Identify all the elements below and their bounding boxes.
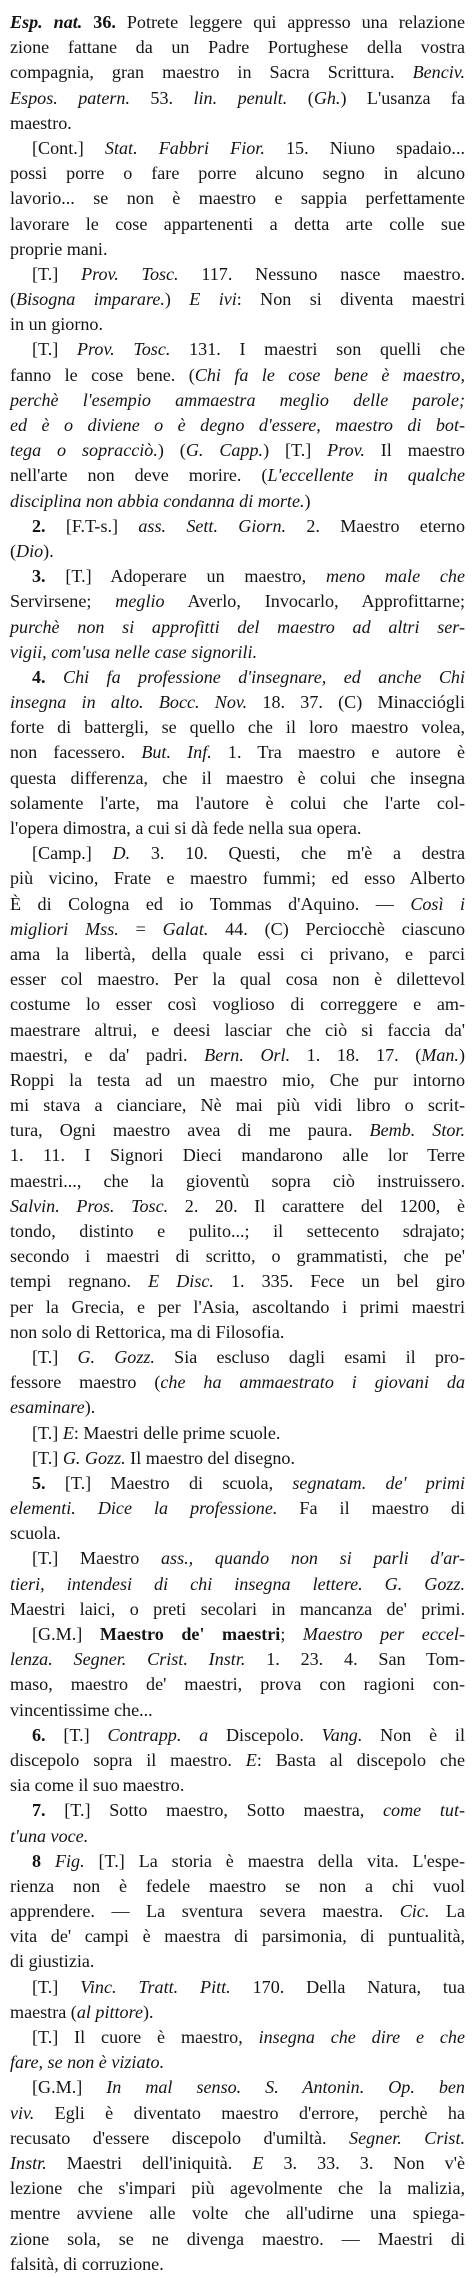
text-run: più vicino, Frate e maestro fummi; ed esso Alberto bbox=[10, 868, 465, 889]
text-run: ( bbox=[10, 540, 17, 561]
text-run: Bern. Orl. bbox=[204, 1044, 291, 1065]
text-line bbox=[10, 237, 465, 262]
text-run: apprendere. — La sventura severa maestra. bbox=[10, 1901, 400, 1922]
text-line bbox=[10, 489, 465, 514]
text-run: falsità, di corruzione. bbox=[10, 2253, 164, 2274]
text-run: al pittore bbox=[76, 2001, 143, 2022]
text-run: : Basta al discepolo che bbox=[256, 1749, 465, 1770]
text-run: Il maestro del disegno. bbox=[125, 1447, 295, 1468]
text-run: È di Cologna ed io Tommas d'Aquino. — bbox=[10, 893, 411, 914]
text-line bbox=[10, 1269, 465, 1294]
text-run: : Maestri delle prime scuole. bbox=[73, 1422, 281, 1443]
text-line bbox=[10, 136, 465, 161]
text-line bbox=[10, 690, 465, 715]
text-run: vincentissime che... bbox=[10, 1699, 153, 1720]
text-run: Man. bbox=[421, 1044, 459, 1065]
text-run: 36. bbox=[82, 12, 127, 32]
text-run: 7. bbox=[32, 1800, 46, 1821]
text-run: Espos. patern. bbox=[10, 87, 130, 108]
text-run: ) bbox=[164, 289, 190, 310]
text-line bbox=[10, 1169, 465, 1194]
text-line bbox=[10, 967, 465, 992]
text-run: Stat. Fabbri Fior. bbox=[104, 137, 265, 158]
text-run: E bbox=[252, 2152, 264, 2173]
text-run: Salvin. Pros. Tosc. bbox=[10, 1195, 169, 1216]
text-line bbox=[10, 388, 465, 413]
text-line bbox=[10, 1597, 465, 1622]
text-line bbox=[10, 992, 465, 1017]
text-run: per la Grecia, e per l'Asia, ascoltando i primi maestri bbox=[10, 1296, 465, 1317]
text-line bbox=[10, 665, 465, 690]
text-line bbox=[10, 413, 465, 438]
text-run: segnatam. de' primi bbox=[292, 1472, 465, 1493]
text-run: tega o sopracciò. bbox=[10, 440, 158, 461]
text-run: Bocc. Nov. bbox=[158, 692, 248, 713]
text-run: scuola. bbox=[10, 1523, 61, 1544]
text-run bbox=[144, 692, 159, 712]
text-line bbox=[10, 715, 465, 740]
text-line bbox=[10, 1370, 465, 1395]
text-run: 6. bbox=[32, 1724, 46, 1745]
text-run: : Non si diventa maestri bbox=[236, 289, 465, 310]
text-run: insegna che dire e che bbox=[258, 2027, 465, 2047]
text-run: maestri..., che la gioventù sopra ciò instruissero. bbox=[10, 1170, 465, 1191]
text-run: G. Capp. bbox=[185, 440, 264, 461]
text-run: 1. Tra maestro e autore è bbox=[211, 742, 466, 763]
text-run: 53. bbox=[129, 87, 194, 108]
text-line bbox=[10, 1647, 465, 1672]
text-run: [T.] La storia è maestra della vita. L'espe- bbox=[84, 1850, 465, 1871]
text-run: ( bbox=[287, 87, 314, 108]
text-run: E bbox=[245, 1749, 257, 1770]
text-run: t'una voce. bbox=[10, 1825, 89, 1846]
text-line bbox=[10, 2050, 465, 2075]
text-run: ). bbox=[84, 1397, 96, 1418]
text-line bbox=[10, 1899, 465, 1924]
text-line bbox=[10, 2252, 465, 2277]
text-run: Fig. bbox=[54, 1850, 85, 1871]
text-line bbox=[10, 539, 465, 564]
text-run: mentre avviene alle volte che all'udirne una spiega- bbox=[10, 2203, 465, 2224]
text-run: ) [T.] bbox=[263, 440, 328, 461]
text-run: maestrare altrui, e deesi lasciar che ciò si faccia da' bbox=[10, 1019, 465, 1040]
text-line bbox=[10, 1244, 465, 1269]
text-run: [T.] Adoperare un maestro, bbox=[45, 566, 326, 587]
text-line bbox=[10, 1421, 465, 1446]
text-line bbox=[10, 2151, 465, 2176]
text-line bbox=[10, 892, 465, 917]
text-run: 3. 10. Questi, che m'è a destra bbox=[130, 843, 465, 864]
text-run: Chi fa le cose bene è maestro, bbox=[194, 364, 466, 385]
text-run: solamente l'arte, ma l'autore è colui che l'arte col- bbox=[10, 792, 465, 813]
text-run: [T.] Maestro bbox=[32, 1548, 161, 1569]
text-line bbox=[10, 86, 465, 111]
text-line bbox=[10, 2201, 465, 2226]
text-line bbox=[10, 1698, 465, 1723]
text-run: ) bbox=[304, 490, 311, 511]
text-run: maestra ( bbox=[10, 2001, 77, 2022]
text-line bbox=[10, 917, 465, 942]
text-line bbox=[10, 866, 465, 891]
text-line bbox=[10, 1043, 465, 1068]
text-run: Servirsene; bbox=[10, 591, 116, 612]
text-run: Prov. Tosc. bbox=[81, 263, 179, 284]
text-run: fanno le cose bene. ( bbox=[10, 364, 195, 385]
text-line bbox=[10, 816, 465, 841]
text-run: in un giorno. bbox=[10, 314, 103, 335]
text-run: 5. bbox=[32, 1472, 46, 1493]
text-run: fessore maestro ( bbox=[10, 1372, 161, 1393]
text-run: Sia escluso dagli esami il pro- bbox=[154, 1346, 466, 1367]
text-run: mi stava a cianciare, Nè mai più vidi libro o scrit- bbox=[10, 1095, 465, 1116]
text-line bbox=[10, 2227, 465, 2252]
text-run: esser col maestro. Per la qual cosa non è dilettevol bbox=[10, 969, 465, 990]
text-run: [F.T-s.] bbox=[45, 515, 139, 536]
text-run: ass. Sett. Giorn. bbox=[138, 515, 287, 536]
text-run: Prov. bbox=[327, 440, 365, 461]
text-run: [T.] bbox=[32, 339, 77, 360]
text-line bbox=[10, 1320, 465, 1345]
text-run: [G.M.] bbox=[32, 1624, 100, 1644]
text-line bbox=[10, 1949, 465, 1974]
text-run: 170. Della Natura, tua bbox=[230, 1976, 466, 1997]
text-run: 3. bbox=[32, 566, 46, 587]
text-run: Fa il maestro di bbox=[277, 1498, 466, 1519]
text-line bbox=[10, 1496, 465, 1521]
text-run: [G.M.] bbox=[32, 2077, 107, 2098]
text-run: viv. bbox=[10, 2102, 35, 2123]
text-run: [T.] Maestro di scuola, bbox=[45, 1472, 293, 1493]
text-run: But. Inf. bbox=[141, 742, 212, 763]
text-run: ). bbox=[43, 540, 54, 561]
text-run: Benciv. bbox=[412, 62, 465, 83]
text-run: 8 bbox=[32, 1850, 42, 1871]
text-line bbox=[10, 1395, 465, 1420]
text-line bbox=[10, 2025, 465, 2050]
text-run: tondo, distinto e pulito...; il settecento sdrajato; bbox=[10, 1221, 465, 1241]
text-run: che ha ammaestrato i giovani da bbox=[160, 1372, 466, 1393]
text-line bbox=[10, 740, 465, 765]
text-run: ). bbox=[143, 2001, 154, 2022]
text-run: E bbox=[62, 1422, 74, 1443]
text-run: [T.] bbox=[45, 1724, 108, 1745]
text-line bbox=[10, 1572, 465, 1597]
text-run: [T.] Il cuore è maestro, bbox=[32, 2027, 259, 2047]
text-run: D. bbox=[112, 843, 131, 864]
text-run: ; bbox=[280, 1624, 303, 1644]
text-run: Dio bbox=[16, 540, 44, 561]
text-line bbox=[10, 1748, 465, 1773]
text-run: vigii, com'usa nelle case signorili. bbox=[10, 641, 258, 662]
text-run: [T.] bbox=[32, 1976, 81, 1997]
text-run: Potrete leggere qui appresso una relazione bbox=[126, 12, 465, 32]
text-run: Vang. bbox=[321, 1724, 363, 1745]
text-run: Galat. bbox=[162, 918, 209, 939]
text-run: 2. bbox=[32, 515, 46, 536]
text-line bbox=[10, 186, 465, 211]
text-run: E ivi bbox=[189, 289, 237, 310]
text-line bbox=[10, 615, 465, 640]
text-run: Averlo, Invocarlo, Approfittarne; bbox=[164, 591, 465, 612]
text-line bbox=[10, 111, 465, 136]
text-line bbox=[10, 1194, 465, 1219]
text-line bbox=[10, 1345, 465, 1370]
text-run: maso, maestro de' maestri, prova con ragioni con- bbox=[10, 1674, 465, 1695]
text-line bbox=[10, 2126, 465, 2151]
text-run: vita de' campi è maestra di parsimonia, di puntualità, bbox=[10, 1926, 465, 1947]
text-run: Maestri laici, o preti secolari in mancanza de' primi. bbox=[10, 1598, 465, 1619]
text-run: Gh. bbox=[313, 87, 341, 108]
text-run: G. Gozz. bbox=[77, 1346, 155, 1367]
text-line bbox=[10, 212, 465, 237]
text-line bbox=[10, 1521, 465, 1546]
text-run: lenza. Segner. Crist. Instr. bbox=[10, 1649, 246, 1670]
text-run: Prov. Tosc. bbox=[76, 339, 171, 360]
text-line bbox=[10, 312, 465, 337]
text-run: G. Gozz. bbox=[62, 1447, 126, 1468]
text-run: lavorio... se non è maestro e sappia perfettamente bbox=[10, 188, 465, 209]
text-run: 18. 37. (C) Minacciógli bbox=[247, 692, 465, 713]
text-run: [Cont.] bbox=[32, 137, 105, 158]
text-run: come tut- bbox=[383, 1800, 465, 1821]
text-run: Maestro per eccel- bbox=[302, 1624, 465, 1644]
text-line bbox=[10, 2176, 465, 2201]
text-run: 131. I maestri son quelli che bbox=[170, 339, 465, 360]
text-line bbox=[10, 1446, 465, 1471]
text-line bbox=[10, 1622, 465, 1647]
text-run: elementi. Dice la professione. bbox=[10, 1498, 278, 1519]
text-line bbox=[10, 1546, 465, 1571]
text-run: Contrapp. a bbox=[107, 1724, 209, 1745]
text-run: 4. bbox=[32, 666, 46, 687]
text-run: [T.] bbox=[32, 263, 82, 284]
text-line bbox=[10, 2000, 465, 2025]
text-run: 1. 335. Fece un bel giro bbox=[213, 1271, 465, 1292]
text-run: ass., quando non si parli d'ar- bbox=[160, 1548, 465, 1569]
text-run: 3. 33. 3. Non v'è bbox=[263, 2152, 465, 2173]
text-run: proprie mani. bbox=[10, 238, 108, 259]
text-run: di giustizia. bbox=[10, 1951, 95, 1972]
text-run: [T.] Sotto maestro, Sotto maestra, bbox=[45, 1800, 383, 1821]
text-line bbox=[10, 363, 465, 388]
text-run: Bisogna imparare. bbox=[16, 289, 165, 310]
text-run: discepolo sopra il maestro. bbox=[10, 1749, 246, 1770]
text-line bbox=[10, 589, 465, 614]
text-run: lavorare le cose appartenenti a detta arte colle sue bbox=[10, 213, 465, 234]
text-run: 44. (C) Perciocchè ciascuno bbox=[208, 918, 465, 939]
text-line bbox=[10, 262, 465, 287]
text-run: In mal senso. S. Antonin. Op. ben bbox=[106, 2077, 465, 2098]
text-line bbox=[10, 1874, 465, 1899]
text-run: questa differenza, che il maestro è colui che insegna bbox=[10, 767, 465, 788]
text-run: Maestro de' maestri bbox=[99, 1624, 281, 1644]
text-run: purchè non si approfitti del maestro ad altri ser- bbox=[10, 616, 465, 637]
text-run: Segner. Crist. bbox=[349, 2127, 465, 2148]
text-run: non facessero. bbox=[10, 742, 142, 763]
text-run: Maestri dell'iniquità. bbox=[46, 2152, 253, 2173]
text-run: 15. Niuno spadaio... bbox=[264, 137, 465, 158]
text-run: meno male che bbox=[325, 566, 465, 587]
text-line bbox=[10, 1924, 465, 1949]
text-run: esaminare bbox=[10, 1397, 85, 1418]
text-line bbox=[10, 841, 465, 866]
text-run: nell'arte non deve morire. ( bbox=[10, 465, 268, 486]
text-run: zione sola, se ne divenga maestro. — Maestri di bbox=[10, 2228, 465, 2249]
text-line bbox=[10, 514, 465, 539]
text-line bbox=[10, 1295, 465, 1320]
text-run: Il maestro bbox=[364, 440, 465, 461]
text-run: [T.] bbox=[32, 1422, 63, 1443]
text-run: maestri, e da' padri. bbox=[10, 1044, 205, 1065]
text-run: L'eccellente in qualche bbox=[267, 465, 465, 486]
text-run: maestro. bbox=[10, 112, 72, 133]
text-run: ed è o diviene o è degno d'essere, maestro di bot- bbox=[10, 415, 465, 435]
text-run: Egli è diventato maestro d'errore, perchè ha bbox=[34, 2102, 465, 2123]
text-line bbox=[10, 1798, 465, 1823]
text-run: insegna in alto. bbox=[10, 692, 144, 713]
text-run: l'opera dimostra, a cui si dà fede nella sua opera. bbox=[10, 818, 362, 838]
text-run: tieri, intendesi di chi insegna lettere. G. Gozz. bbox=[10, 1573, 465, 1594]
text-run: possi porre o fare porre alcuno segno in alcuno bbox=[10, 163, 465, 184]
text-run: E Disc. bbox=[148, 1271, 214, 1292]
text-run bbox=[41, 1851, 55, 1871]
text-line bbox=[10, 287, 465, 312]
text-line bbox=[10, 1018, 465, 1043]
text-line bbox=[10, 438, 465, 463]
text-line bbox=[10, 1471, 465, 1496]
text-run: ) L'usanza fa bbox=[340, 87, 465, 108]
text-run: forte di battergli, se quello che il loro maestro volea, bbox=[10, 717, 465, 738]
text-run: Instr. bbox=[10, 2152, 47, 2173]
text-run: lezione che s'impari più agevolmente che la malizia, bbox=[10, 2178, 465, 2199]
text-run: [T.] bbox=[32, 1346, 78, 1367]
text-run: Cic. bbox=[399, 1901, 430, 1922]
text-run: [Camp.] bbox=[32, 843, 113, 864]
text-run: Discepolo. bbox=[208, 1724, 322, 1745]
text-line bbox=[10, 564, 465, 589]
text-run: ama la libertà, della quale essi ci privano, e parci bbox=[10, 943, 465, 964]
text-run: Non è il bbox=[362, 1724, 465, 1745]
text-line bbox=[10, 1773, 465, 1798]
text-line bbox=[10, 463, 465, 488]
text-line bbox=[10, 1068, 465, 1093]
text-run: non solo di Rettorica, ma di Filosofia. bbox=[10, 1321, 285, 1342]
text-run: 1. 18. 17. ( bbox=[290, 1044, 422, 1065]
text-run: 117. Nessuno nasce maestro. bbox=[178, 263, 466, 284]
text-run: ) bbox=[458, 1044, 465, 1065]
text-run: [T.] bbox=[32, 1447, 63, 1468]
text-run: Esp. nat. bbox=[10, 12, 83, 32]
text-run: 2. Maestro eterno bbox=[286, 515, 466, 536]
text-run: disciplina non abbia condanna di morte. bbox=[10, 490, 305, 511]
text-run: rienza non è fedele maestro se non a chi vuol bbox=[10, 1875, 465, 1896]
text-line bbox=[10, 1093, 465, 1118]
text-line bbox=[10, 2101, 465, 2126]
text-line bbox=[10, 161, 465, 186]
text-run: La bbox=[429, 1901, 465, 1922]
text-line bbox=[10, 942, 465, 967]
text-line bbox=[10, 35, 465, 60]
text-run: Vinc. Tratt. Pitt. bbox=[80, 1976, 231, 1997]
text-run: sia come il suo maestro. bbox=[10, 1775, 185, 1796]
text-run: lin. penult. bbox=[193, 87, 288, 108]
text-line bbox=[10, 1219, 465, 1244]
text-run bbox=[46, 667, 63, 687]
text-run: Così i bbox=[410, 893, 465, 914]
text-run: tura, Ogni maestro avea di me paura. bbox=[10, 1120, 370, 1141]
text-run: 1. 11. I Signori Dieci mandarono alle lor Terre bbox=[10, 1145, 465, 1166]
text-line bbox=[10, 2075, 465, 2100]
text-run: secondo i maestri di scritto, o grammatisti, che pe' bbox=[10, 1246, 465, 1267]
text-line bbox=[10, 1849, 465, 1874]
text-run: costume lo esser così voglioso di correggere e am- bbox=[10, 994, 465, 1015]
text-line bbox=[10, 1672, 465, 1697]
text-run: compagnia, gran maestro in Sacra Scrittura. bbox=[10, 62, 413, 83]
text-run: recusato d'essere discepolo d'umiltà. bbox=[10, 2127, 350, 2148]
text-line bbox=[10, 791, 465, 816]
text-run: 1. 23. 4. San Tom- bbox=[245, 1649, 465, 1670]
text-line bbox=[10, 1975, 465, 2000]
text-run: migliori Mss. bbox=[10, 918, 119, 939]
text-run: Chi fa professione d'insegnare, ed anche Chi bbox=[63, 666, 465, 687]
text-run: 2. 20. Il carattere del 1200, è bbox=[168, 1195, 465, 1216]
text-line bbox=[10, 1723, 465, 1748]
text-run: = bbox=[118, 918, 163, 939]
text-run: fare, se non è viziato. bbox=[10, 2052, 165, 2073]
text-line bbox=[10, 60, 465, 85]
text-line bbox=[10, 1143, 465, 1168]
text-line bbox=[10, 1824, 465, 1849]
text-line bbox=[10, 10, 465, 35]
text-run: Bemb. Stor. bbox=[369, 1120, 465, 1141]
text-run: ) ( bbox=[157, 440, 186, 461]
text-run: meglio bbox=[115, 591, 165, 612]
text-run: Roppi la testa ad un maestro mio, Che pur intorno bbox=[10, 1069, 465, 1090]
text-run: ( bbox=[10, 289, 17, 310]
text-run: tempi regnano. bbox=[10, 1271, 149, 1292]
text-line bbox=[10, 766, 465, 791]
text-line bbox=[10, 1118, 465, 1143]
text-run: perchè l'esempio ammaestra meglio delle parole; bbox=[10, 389, 465, 410]
text-line bbox=[10, 337, 465, 362]
text-run: zione fattane da un Padre Portughese della vostra bbox=[10, 37, 465, 58]
text-line bbox=[10, 640, 465, 665]
